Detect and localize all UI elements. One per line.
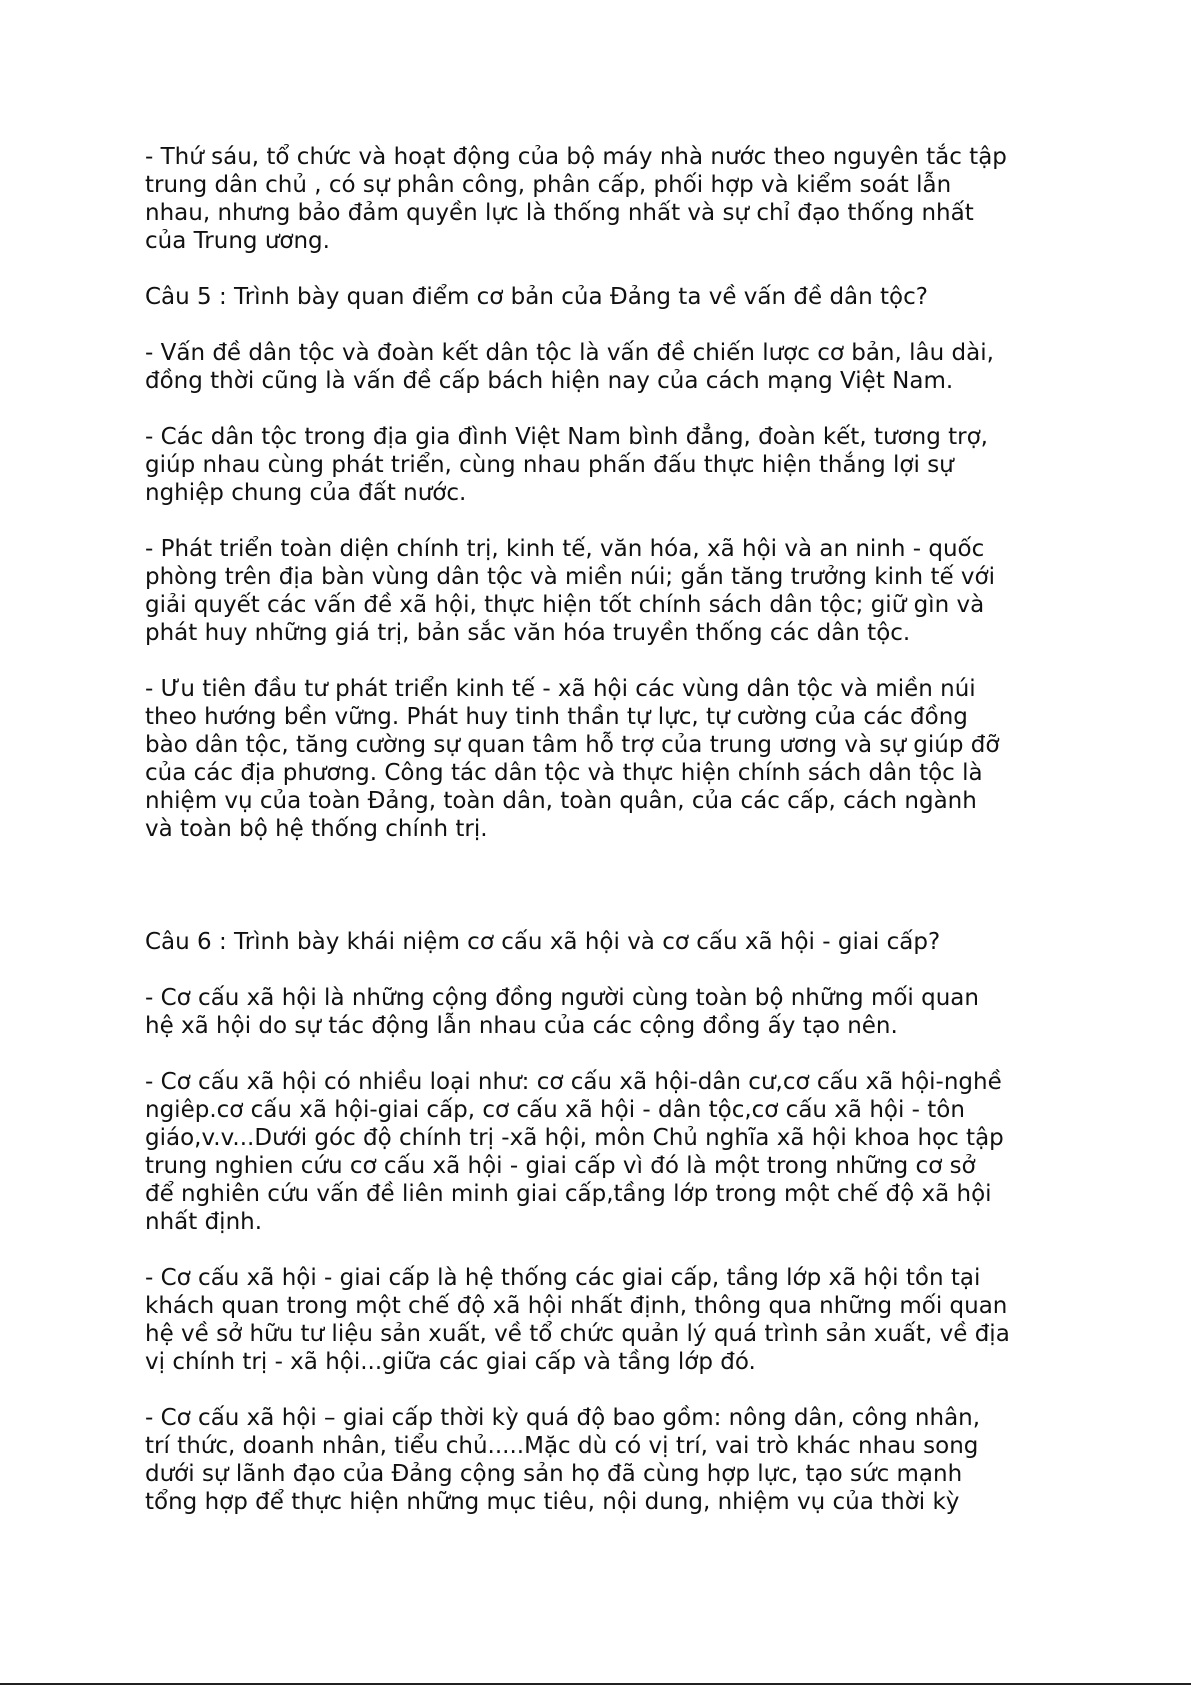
- text-line: hệ xã hội do sự tác động lẫn nhau của các cộng đồng ấy tạo nên.: [145, 1013, 898, 1039]
- question-6-answer-4: [145, 1404, 1050, 1516]
- text-line: trí thức, doanh nhân, tiểu chủ.....Mặc dù có vị trí, vai trò khác nhau song: [145, 1433, 979, 1459]
- text-line: Câu 6 : Trình bày khái niệm cơ cấu xã hội và cơ cấu xã hội - giai cấp?: [145, 929, 941, 955]
- text-line: nhất định.: [145, 1209, 263, 1235]
- question-5-heading: [145, 283, 1050, 311]
- text-line: theo hướng bền vững. Phát huy tinh thần tự lực, tự cường của các đồng: [145, 704, 968, 730]
- text-line: nghiệp chung của đất nước.: [145, 480, 467, 506]
- text-line: Câu 5 : Trình bày quan điểm cơ bản của Đảng ta về vấn đề dân tộc?: [145, 284, 928, 310]
- text-line: nhau, nhưng bảo đảm quyền lực là thống nhất và sự chỉ đạo thống nhất: [145, 200, 974, 226]
- text-line: bào dân tộc, tăng cường sự quan tâm hỗ trợ của trung ương và sự giúp đỡ: [145, 732, 1000, 758]
- text-line: nhiệm vụ của toàn Đảng, toàn dân, toàn quân, của các cấp, cách ngành: [145, 788, 977, 814]
- text-line: của các địa phương. Công tác dân tộc và thực hiện chính sách dân tộc là: [145, 760, 983, 786]
- text-line: - Vấn đề dân tộc và đoàn kết dân tộc là vấn đề chiến lược cơ bản, lâu dài,: [145, 340, 994, 366]
- text-line: phòng trên địa bàn vùng dân tộc và miền núi; gắn tăng trưởng kinh tế với: [145, 564, 996, 590]
- question-6-answer-2: [145, 1068, 1050, 1236]
- text-line: dưới sự lãnh đạo của Đảng cộng sản họ đã cùng hợp lực, tạo sức mạnh: [145, 1461, 963, 1487]
- text-line: - Cơ cấu xã hội là những cộng đồng người cùng toàn bộ những mối quan: [145, 985, 979, 1011]
- text-line: phát huy những giá trị, bản sắc văn hóa truyền thống các dân tộc.: [145, 620, 911, 646]
- text-line: tổng hợp để thực hiện những mục tiêu, nội dung, nhiệm vụ của thời kỳ: [145, 1489, 960, 1515]
- text-line: khách quan trong một chế độ xã hội nhất định, thông qua những mối quan: [145, 1293, 1008, 1319]
- question-6-answer-3: [145, 1264, 1050, 1376]
- text-line: giải quyết các vấn đề xã hội, thực hiện tốt chính sách dân tộc; giữ gìn và: [145, 592, 985, 618]
- question-6-answer-1: [145, 984, 1050, 1040]
- question-5-answer-2: [145, 423, 1050, 507]
- question-6-heading: [145, 928, 1050, 956]
- question-5-answer-1: [145, 339, 1050, 395]
- text-line: giúp nhau cùng phát triển, cùng nhau phấn đấu thực hiện thắng lợi sự: [145, 452, 954, 478]
- text-line: giáo,v.v...Dưới góc độ chính trị -xã hội, môn Chủ nghĩa xã hội khoa học tập: [145, 1125, 1004, 1151]
- text-line: và toàn bộ hệ thống chính trị.: [145, 816, 488, 842]
- text-line: - Các dân tộc trong địa gia đình Việt Nam bình đẳng, đoàn kết, tương trợ,: [145, 424, 988, 450]
- text-line: của Trung ương.: [145, 228, 330, 254]
- text-line: ngiêp.cơ cấu xã hội-giai cấp, cơ cấu xã hội - dân tộc,cơ cấu xã hội - tôn: [145, 1097, 965, 1123]
- document-content: [145, 143, 1050, 1544]
- text-line: vị chính trị - xã hội...giữa các giai cấp và tầng lớp đó.: [145, 1349, 756, 1375]
- text-line: - Ưu tiên đầu tư phát triển kinh tế - xã hội các vùng dân tộc và miền núi: [145, 676, 976, 702]
- text-line: đồng thời cũng là vấn đề cấp bách hiện nay của cách mạng Việt Nam.: [145, 368, 954, 394]
- text-line: - Cơ cấu xã hội – giai cấp thời kỳ quá độ bao gồm: nông dân, công nhân,: [145, 1405, 981, 1431]
- text-line: - Cơ cấu xã hội - giai cấp là hệ thống các giai cấp, tầng lớp xã hội tồn tại: [145, 1265, 981, 1291]
- section-spacer: [145, 871, 1050, 928]
- question-5-answer-4: [145, 675, 1050, 843]
- text-line: - Thứ sáu, tổ chức và hoạt động của bộ máy nhà nước theo nguyên tắc tập: [145, 144, 1007, 170]
- text-line: trung dân chủ , có sự phân công, phân cấp, phối hợp và kiểm soát lẫn: [145, 172, 952, 198]
- text-line: - Phát triển toàn diện chính trị, kinh tế, văn hóa, xã hội và an ninh - quốc: [145, 536, 985, 562]
- text-line: để nghiên cứu vấn đề liên minh giai cấp,tầng lớp trong một chế độ xã hội: [145, 1181, 992, 1207]
- text-line: trung nghien cứu cơ cấu xã hội - giai cấp vì đó là một trong những cơ sở: [145, 1153, 976, 1179]
- text-line: hệ về sở hữu tư liệu sản xuất, về tổ chức quản lý quá trình sản xuất, về địa: [145, 1321, 1010, 1347]
- text-line: - Cơ cấu xã hội có nhiều loại như: cơ cấu xã hội-dân cư,cơ cấu xã hội-nghề: [145, 1069, 1002, 1095]
- paragraph-thu-sau: [145, 143, 1050, 255]
- question-5-answer-3: [145, 535, 1050, 647]
